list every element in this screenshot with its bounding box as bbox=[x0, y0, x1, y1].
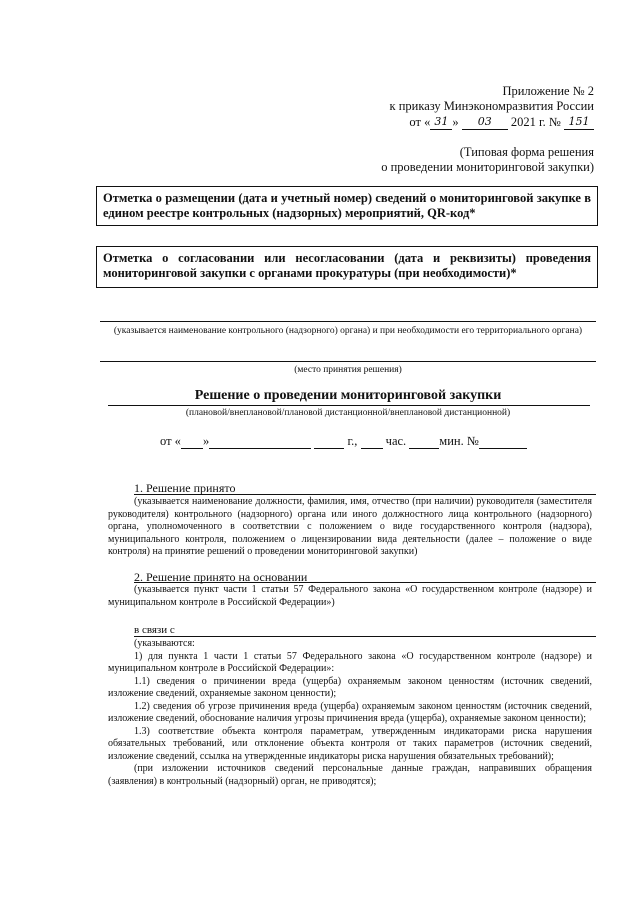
prosecutor-approval-box: Отметка о согласовании или несогласовании (дата и реквизиты) проведения мониторинговой закупки с органами прокуратуры (при необходимости)* bbox=[96, 246, 598, 288]
decision-date-line: от « » г., час. мин. № bbox=[160, 434, 527, 449]
authority-caption: (указывается наименование контрольного (надзорного) органа) и при необходимости его территориального органа) bbox=[113, 326, 583, 336]
order-month: 03 bbox=[462, 114, 508, 130]
decision-number-field bbox=[479, 448, 527, 449]
basis-paragraph-1-3: 1.3) соответствие объекта контроля параметрам, утвержденным индикаторами риска нарушения обязательных требований, или отклонение объекта контроля от таких параметров (источник сведений, изложение сведений, ссылка на утвержденные индикаторы риска нарушения обязательных требований); bbox=[108, 725, 592, 762]
decision-month-field bbox=[209, 448, 311, 449]
section1-text: (указывается наименование должности, фамилия, имя, отчество (при наличии) руководителя (заместителя руководителя) контрольного (надзорного) органа или иного должностного лица контрольного (надзорного) органа, уполномоченного в соответствии с положением о виде государственного контроля (надзора), муниципального контроля, положением о лицензировании вида деятельности (далее – положение о виде контроля) на принятие решений о проведении мониторинговой закупки) bbox=[108, 496, 592, 557]
section2-heading: 2. Решение принято на основании bbox=[134, 570, 308, 584]
registry-mark-box: Отметка о размещении (дата и учетный номер) сведений о мониторинговой закупке в едином реестре контрольных (надзорных) мероприятий, QR-код* bbox=[96, 186, 598, 226]
order-number: 151 bbox=[564, 114, 594, 130]
section1-line bbox=[134, 494, 596, 495]
decision-day-field bbox=[181, 448, 203, 449]
section3-body bbox=[108, 638, 592, 788]
section3-lead: (указываются: bbox=[134, 638, 195, 649]
order-day: 31 bbox=[430, 114, 452, 130]
appendix-number: Приложение № 2 bbox=[502, 84, 594, 98]
section3-line bbox=[134, 636, 596, 637]
control-type-caption: (плановой/внеплановой/плановой дистанционной/внеплановой дистанционной) bbox=[185, 408, 511, 418]
decision-year-field bbox=[314, 448, 344, 449]
basis-paragraph-1: 1) для пункта 1 части 1 статьи 57 Федерального закона «О государственном контроле (надзоре) и муниципальном контроле в Российской Федерации»: bbox=[108, 650, 592, 674]
section1-heading: 1. Решение принято bbox=[134, 481, 236, 495]
place-caption: (место принятия решения) bbox=[294, 365, 402, 375]
section2-line bbox=[134, 582, 596, 583]
decision-hour-field bbox=[361, 448, 383, 449]
basis-paragraph-1-2: 1.2) сведения об угрозе причинения вреда (ущерба) охраняемым законом ценностям (источник сведений, изложение сведений, обоснование наличия угрозы причинения вреда (ущерба), охраняемые законом ценности); bbox=[108, 700, 592, 724]
section3-heading: в связи с bbox=[134, 624, 175, 636]
order-date-line: от « 31 » 03 2021 г. № 151 bbox=[390, 114, 595, 130]
authority-line bbox=[100, 321, 596, 322]
appendix-header bbox=[390, 84, 595, 130]
basis-paragraph-1-1: 1.1) сведения о причинении вреда (ущерба) охраняемым законом ценностям (источник сведений, изложение сведений, охраняемые законом ценности); bbox=[108, 675, 592, 699]
place-line bbox=[100, 361, 596, 362]
basis-paragraph-note: (при изложении источников сведений персональные данные граждан, направивших обращения (заявления) в контрольный (надзорный) орган, не приводятся); bbox=[108, 763, 592, 787]
form-type-note: (Типовая форма решения о проведении мониторинговой закупки) bbox=[381, 145, 594, 174]
order-reference: к приказу Минэкономразвития России bbox=[389, 99, 594, 113]
document-title: Решение о проведении мониторинговой закупки bbox=[194, 388, 502, 403]
title-underline bbox=[108, 405, 590, 406]
decision-minute-field bbox=[409, 448, 439, 449]
section2-text: (указывается пункт части 1 статьи 57 Федерального закона «О государственном контроле (надзоре) и муниципальном контроле в Российской Федерации») bbox=[108, 584, 592, 608]
